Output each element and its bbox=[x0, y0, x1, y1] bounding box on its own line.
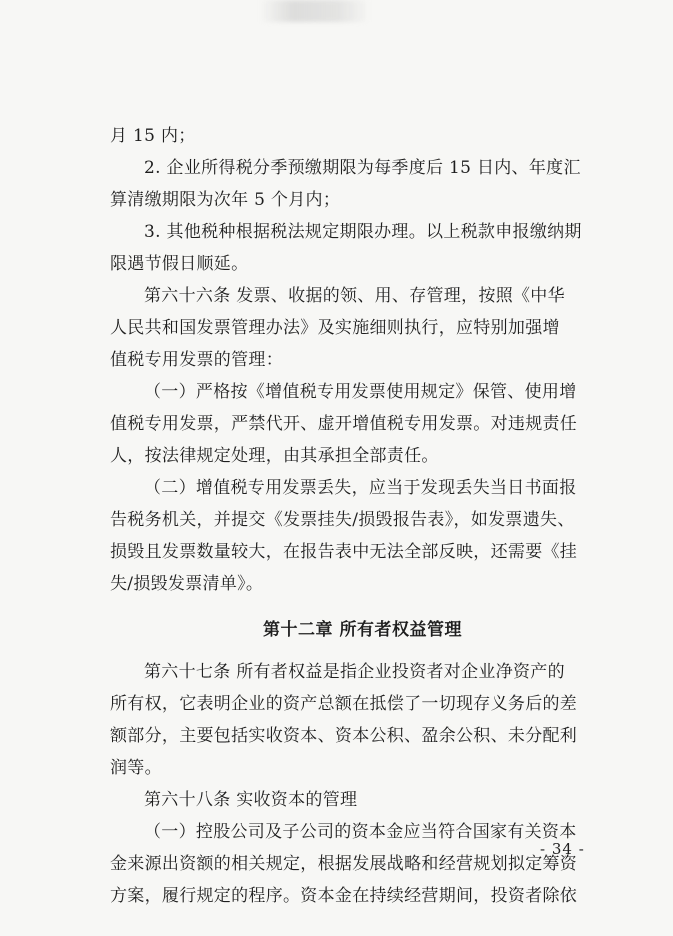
text-line: 润等。 bbox=[110, 758, 162, 778]
text-line: 值税专用发票的管理： bbox=[110, 350, 283, 370]
page-number: - 34 - bbox=[540, 840, 585, 858]
text-line: 限遇节假日顺延。 bbox=[110, 254, 249, 274]
text-line: 失/损毁发票清单》。 bbox=[110, 574, 264, 594]
text-line: 算清缴期限为次年 5 个月内； bbox=[110, 190, 341, 210]
text-line: 损毁且发票数量较大，在报告表中无法全部反映，还需要《挂 bbox=[110, 542, 578, 562]
text-line: 所有权，它表明企业的资产总额在抵偿了一切现存义务后的差 bbox=[110, 694, 578, 714]
article-67-line: 第六十七条 所有者权益是指企业投资者对企业净资产的 bbox=[144, 662, 565, 682]
text-line: 月 15 内； bbox=[110, 126, 196, 146]
text-line: 人民共和国发票管理办法》及实施细则执行，应特别加强增 bbox=[110, 318, 560, 338]
text-line: 告税务机关，并提交《发票挂失/损毁报告表》，如发票遗失、 bbox=[110, 510, 575, 530]
text-line: （一）严格按《增值税专用发票使用规定》保管、使用增 bbox=[144, 382, 577, 402]
article-66-line: 第六十六条 发票、收据的领、用、存管理，按照《中华 bbox=[144, 286, 565, 306]
document-body bbox=[110, 120, 615, 912]
text-line: 值税专用发票，严禁代开、虚开增值税专用发票。对违规责任 bbox=[110, 414, 578, 434]
text-line: 金来源出资额的相关规定，根据发展战略和经营规划拟定筹资 bbox=[110, 854, 578, 874]
scan-artifact bbox=[260, 0, 370, 22]
text-line: 方案，履行规定的程序。资本金在持续经营期间，投资者除依 bbox=[110, 886, 578, 906]
text-line: 2. 企业所得税分季预缴期限为每季度后 15 日内、年度汇 bbox=[144, 158, 581, 178]
text-line: 3. 其他税种根据税法规定期限办理。以上税款申报缴纳期 bbox=[144, 222, 582, 242]
text-line: （一）控股公司及子公司的资本金应当符合国家有关资本 bbox=[144, 822, 577, 842]
text-line: （二）增值税专用发票丢失，应当于发现丢失当日书面报 bbox=[144, 478, 577, 498]
chapter-heading: 第十二章 所有者权益管理 bbox=[263, 620, 462, 640]
text-line: 额部分，主要包括实收资本、资本公积、盈余公积、未分配利 bbox=[110, 726, 578, 746]
article-68-line: 第六十八条 实收资本的管理 bbox=[144, 790, 358, 810]
text-line: 人，按法律规定处理，由其承担全部责任。 bbox=[110, 446, 439, 466]
